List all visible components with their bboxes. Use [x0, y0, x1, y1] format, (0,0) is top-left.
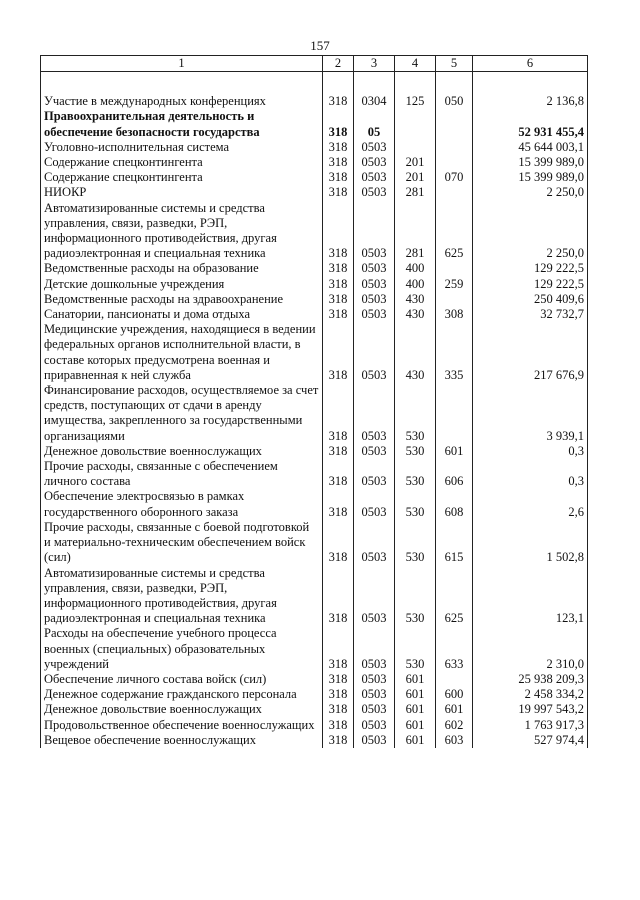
row-col-5: [436, 140, 473, 155]
table-row: [41, 261, 588, 276]
row-amount: 250 409,6: [473, 292, 588, 307]
row-name: Продовольственное обеспечение военнослужащих: [41, 718, 323, 733]
row-col-4: 530: [395, 444, 436, 459]
row-col-3: 0503: [354, 733, 395, 748]
row-col-2: 318: [323, 277, 354, 292]
table-row: [41, 687, 588, 702]
budget-table: [40, 55, 588, 748]
row-name: Прочие расходы, связанные с боевой подготовкой и материально-техническим обеспечением войск (сил): [41, 520, 323, 566]
row-col-5: 601: [436, 702, 473, 717]
row-col-3: 0503: [354, 155, 395, 170]
row-name: Ведомственные расходы на здравоохранение: [41, 292, 323, 307]
table-row: [41, 277, 588, 292]
row-amount: 3 939,1: [473, 383, 588, 444]
row-col-3: 0503: [354, 185, 395, 200]
row-col-4: 430: [395, 292, 436, 307]
row-col-3: 0503: [354, 566, 395, 627]
row-amount: 2 458 334,2: [473, 687, 588, 702]
row-col-5: 615: [436, 520, 473, 566]
row-col-5: [436, 292, 473, 307]
row-name: НИОКР: [41, 185, 323, 200]
row-col-4: 281: [395, 185, 436, 200]
row-name: Автоматизированные системы и средства управления, связи, разведки, РЭП, информационного противодействия, другая радиоэлектронная и специальная техника: [41, 201, 323, 262]
row-amount: 25 938 209,3: [473, 672, 588, 687]
table-row: [41, 444, 588, 459]
row-col-3: 0503: [354, 307, 395, 322]
row-col-5: 606: [436, 459, 473, 489]
row-col-5: [436, 261, 473, 276]
row-col-2: 318: [323, 261, 354, 276]
row-col-4: 125: [395, 94, 436, 109]
table-row: [41, 702, 588, 717]
row-amount: 52 931 455,4: [473, 109, 588, 139]
row-col-2: 318: [323, 520, 354, 566]
row-amount: 129 222,5: [473, 277, 588, 292]
row-col-4: 601: [395, 718, 436, 733]
row-col-4: 530: [395, 566, 436, 627]
col-header-5: 5: [436, 56, 473, 72]
row-col-5: 633: [436, 626, 473, 672]
row-name: Участие в международных конференциях: [41, 94, 323, 109]
table-row: [41, 155, 588, 170]
table-row: [41, 672, 588, 687]
table-row: [41, 185, 588, 200]
row-col-4: [395, 140, 436, 155]
row-name: Вещевое обеспечение военнослужащих: [41, 733, 323, 748]
row-col-2: 318: [323, 626, 354, 672]
row-col-5: 259: [436, 277, 473, 292]
row-col-2: 318: [323, 185, 354, 200]
row-name: Уголовно-исполнительная система: [41, 140, 323, 155]
row-col-3: 0503: [354, 459, 395, 489]
row-col-3: 0503: [354, 170, 395, 185]
row-col-2: 318: [323, 489, 354, 519]
row-amount: 217 676,9: [473, 322, 588, 383]
table-row: [41, 170, 588, 185]
row-col-5: [436, 155, 473, 170]
row-col-5: 070: [436, 170, 473, 185]
row-col-2: 318: [323, 140, 354, 155]
row-col-4: 601: [395, 672, 436, 687]
row-name: Детские дошкольные учреждения: [41, 277, 323, 292]
table-row: [41, 459, 588, 489]
row-col-2: 318: [323, 109, 354, 139]
table-row: [41, 718, 588, 733]
row-col-3: 0503: [354, 383, 395, 444]
table-header-row: [41, 56, 588, 72]
row-amount: 2 250,0: [473, 185, 588, 200]
table-row: [41, 109, 588, 139]
row-name: Финансирование расходов, осуществляемое за счет средств, поступающих от сдачи в аренду имущества, закрепленного за государственными организациями: [41, 383, 323, 444]
table-row: [41, 489, 588, 519]
row-col-3: 0503: [354, 489, 395, 519]
row-amount: 2 250,0: [473, 201, 588, 262]
row-col-4: 281: [395, 201, 436, 262]
row-amount: 2 136,8: [473, 94, 588, 109]
table-row: [41, 201, 588, 262]
table-row: [41, 383, 588, 444]
row-col-2: 318: [323, 307, 354, 322]
row-col-3: 0503: [354, 277, 395, 292]
table-row: [41, 292, 588, 307]
row-col-5: 602: [436, 718, 473, 733]
row-col-2: 318: [323, 459, 354, 489]
row-col-4: 530: [395, 489, 436, 519]
row-amount: 129 222,5: [473, 261, 588, 276]
col-header-6: 6: [473, 56, 588, 72]
row-col-4: 601: [395, 702, 436, 717]
row-col-5: 600: [436, 687, 473, 702]
row-col-2: 318: [323, 155, 354, 170]
table-row: [41, 566, 588, 627]
row-col-3: 0503: [354, 292, 395, 307]
row-col-4: 430: [395, 322, 436, 383]
row-col-4: 400: [395, 277, 436, 292]
table-spacer-row: [41, 72, 588, 95]
row-col-2: 318: [323, 702, 354, 717]
page-number: 157: [310, 38, 330, 53]
row-col-4: 400: [395, 261, 436, 276]
col-header-2: 2: [323, 56, 354, 72]
table-row: [41, 94, 588, 109]
row-amount: 2 310,0: [473, 626, 588, 672]
row-col-4: [395, 109, 436, 139]
row-name: Содержание спецконтингента: [41, 170, 323, 185]
row-col-4: 601: [395, 687, 436, 702]
row-amount: 45 644 003,1: [473, 140, 588, 155]
row-col-2: 318: [323, 383, 354, 444]
row-col-2: 318: [323, 292, 354, 307]
row-col-3: 0503: [354, 672, 395, 687]
row-name: Содержание спецконтингента: [41, 155, 323, 170]
row-amount: 1 502,8: [473, 520, 588, 566]
row-col-2: 318: [323, 566, 354, 627]
row-amount: 15 399 989,0: [473, 155, 588, 170]
row-amount: 0,3: [473, 459, 588, 489]
row-name: Санатории, пансионаты и дома отдыха: [41, 307, 323, 322]
table-row: [41, 307, 588, 322]
table-body: [41, 72, 588, 748]
table-row: [41, 733, 588, 748]
row-col-3: 0503: [354, 718, 395, 733]
row-amount: 2,6: [473, 489, 588, 519]
row-col-5: 335: [436, 322, 473, 383]
row-col-5: 625: [436, 201, 473, 262]
row-amount: 15 399 989,0: [473, 170, 588, 185]
row-col-5: 603: [436, 733, 473, 748]
row-amount: 19 997 543,2: [473, 702, 588, 717]
row-col-4: 430: [395, 307, 436, 322]
row-col-5: [436, 185, 473, 200]
row-amount: 527 974,4: [473, 733, 588, 748]
row-col-2: 318: [323, 322, 354, 383]
row-col-2: 318: [323, 718, 354, 733]
row-col-2: 318: [323, 733, 354, 748]
row-col-2: 318: [323, 672, 354, 687]
row-name: Денежное содержание гражданского персонала: [41, 687, 323, 702]
col-header-4: 4: [395, 56, 436, 72]
row-col-4: 530: [395, 520, 436, 566]
row-amount: 32 732,7: [473, 307, 588, 322]
row-col-4: 601: [395, 733, 436, 748]
row-col-3: 0503: [354, 520, 395, 566]
row-name: Прочие расходы, связанные с обеспечением личного состава: [41, 459, 323, 489]
row-col-4: 201: [395, 170, 436, 185]
row-name: Обеспечение личного состава войск (сил): [41, 672, 323, 687]
row-col-5: 608: [436, 489, 473, 519]
row-col-4: 530: [395, 459, 436, 489]
row-col-5: 308: [436, 307, 473, 322]
row-col-2: 318: [323, 170, 354, 185]
row-col-2: 318: [323, 201, 354, 262]
row-col-5: [436, 109, 473, 139]
row-col-5: [436, 672, 473, 687]
table-row: [41, 140, 588, 155]
table-row: [41, 626, 588, 672]
row-col-5: 625: [436, 566, 473, 627]
table-row: [41, 322, 588, 383]
row-col-4: 201: [395, 155, 436, 170]
table-row: [41, 520, 588, 566]
row-col-3: 0503: [354, 687, 395, 702]
row-col-5: 601: [436, 444, 473, 459]
row-col-3: 0304: [354, 94, 395, 109]
row-col-3: 0503: [354, 444, 395, 459]
row-name: Автоматизированные системы и средства управления, связи, разведки, РЭП, информационного противодействия, другая радиоэлектронная и специальная техника: [41, 566, 323, 627]
row-col-3: 0503: [354, 322, 395, 383]
col-header-1: 1: [41, 56, 323, 72]
row-col-5: 050: [436, 94, 473, 109]
row-col-3: 0503: [354, 261, 395, 276]
row-name: Расходы на обеспечение учебного процесса военных (специальных) образовательных учреждений: [41, 626, 323, 672]
row-name: Правоохранительная деятельность и обеспечение безопасности государства: [41, 109, 323, 139]
row-amount: 0,3: [473, 444, 588, 459]
row-col-3: 0503: [354, 201, 395, 262]
row-col-5: [436, 383, 473, 444]
row-col-2: 318: [323, 444, 354, 459]
row-col-4: 530: [395, 383, 436, 444]
row-col-3: 05: [354, 109, 395, 139]
row-col-3: 0503: [354, 140, 395, 155]
row-col-2: 318: [323, 94, 354, 109]
row-name: Денежное довольствие военнослужащих: [41, 702, 323, 717]
row-amount: 1 763 917,3: [473, 718, 588, 733]
row-col-3: 0503: [354, 702, 395, 717]
row-name: Обеспечение электросвязью в рамках государственного оборонного заказа: [41, 489, 323, 519]
row-col-3: 0503: [354, 626, 395, 672]
row-col-2: 318: [323, 687, 354, 702]
col-header-3: 3: [354, 56, 395, 72]
row-name: Ведомственные расходы на образование: [41, 261, 323, 276]
row-name: Медицинские учреждения, находящиеся в ведении федеральных органов исполнительной власти, в составе которых предусмотрена военная и приравненная к ней служба: [41, 322, 323, 383]
row-name: Денежное довольствие военнослужащих: [41, 444, 323, 459]
row-col-4: 530: [395, 626, 436, 672]
row-amount: 123,1: [473, 566, 588, 627]
